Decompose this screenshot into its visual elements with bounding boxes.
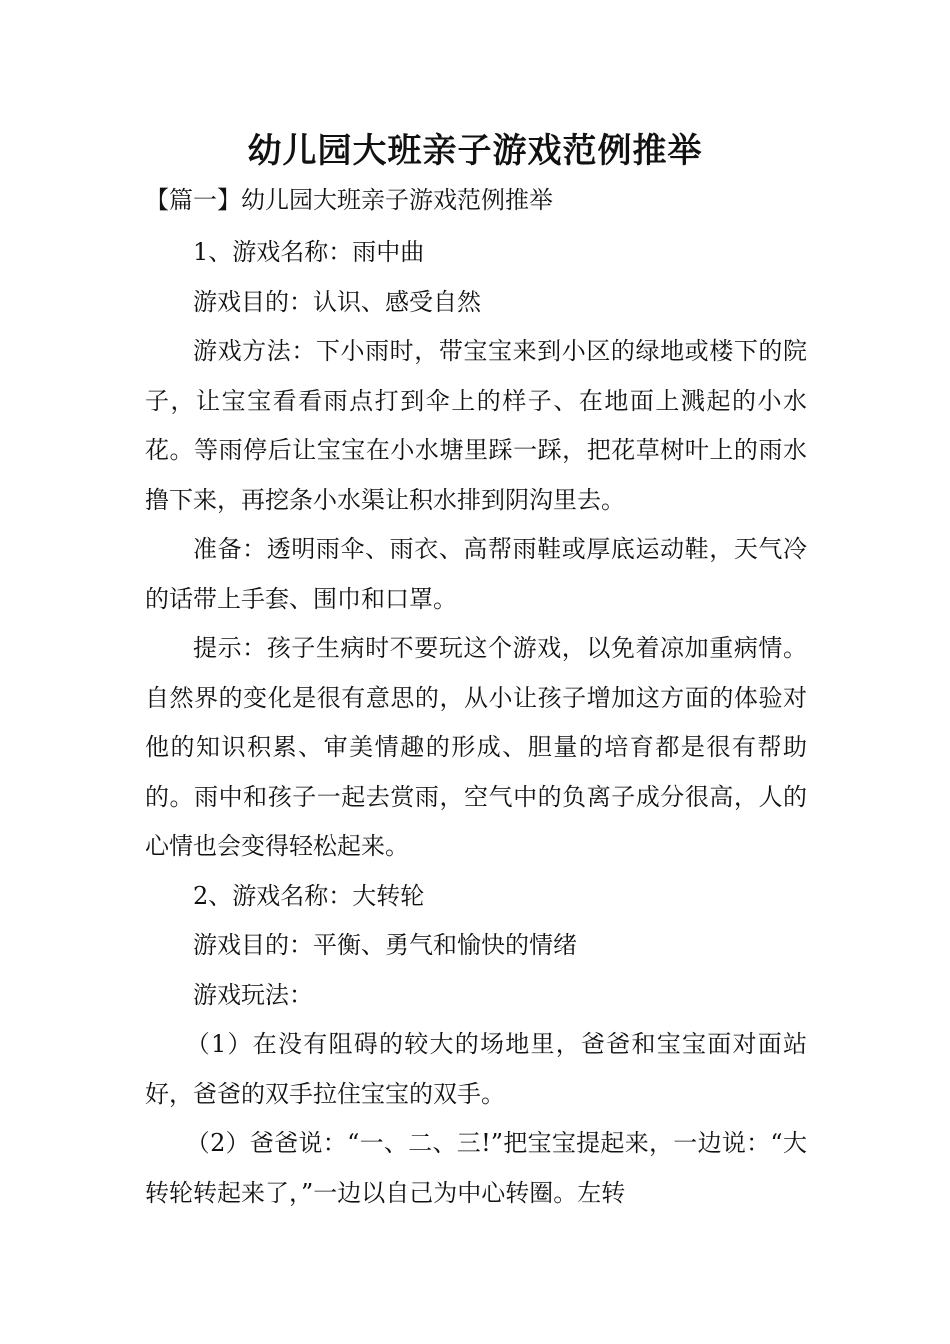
paragraph-game-2-goal: 游戏目的：平衡、勇气和愉快的情绪	[193, 931, 577, 959]
paragraph-game-2-name: 2、游戏名称：大转轮	[193, 881, 425, 910]
paragraph-game-1-method: 游戏方法：下小雨时，带宝宝来到小区的绿地或楼下的院子，让宝宝看看雨点打到伞上的样子、在地面上溅起的小水花。等雨停后让宝宝在小水塘里踩一踩，把花草树叶上的雨水撸下来，再挖条小水渠让积水排到阴沟里去。	[145, 337, 807, 514]
paragraph-game-1-name: 1、游戏名称：雨中曲	[193, 238, 425, 266]
paragraph-game-2-play-heading: 游戏玩法：	[193, 980, 313, 1009]
paragraph-game-1-goal: 游戏目的：认识、感受自然	[193, 287, 481, 316]
paragraph-game-1-tips: 提示：孩子生病时不要玩这个游戏，以免着凉加重病情。自然界的变化是很有意思的，从小让孩子增加这方面的体验对他的知识积累、审美情趣的形成、胆量的培育都是很有帮助的。雨中和孩子一起去赏雨，空气中的负离子成分很高，人的心情也会变得轻松起来。	[145, 634, 807, 860]
paragraph-game-2-step-1: （1）在没有阻碍的较大的场地里，爸爸和宝宝面对面站好，爸爸的双手拉住宝宝的双手。	[145, 1030, 807, 1108]
paragraph-game-2-step-2: （2）爸爸说：“一、二、三!”把宝宝提起来，一边说：“大转轮转起来了，”一边以自己为中心转圈。左转	[145, 1129, 807, 1207]
section-heading: 【篇一】幼儿园大班亲子游戏范例推举	[145, 186, 553, 214]
document-body	[145, 228, 807, 1218]
document-title: 幼儿园大班亲子游戏范例推举	[247, 131, 703, 171]
paragraph-game-1-preparation: 准备：透明雨伞、雨衣、高帮雨鞋或厚底运动鞋，天气冷的话带上手套、围巾和口罩。	[145, 535, 807, 613]
